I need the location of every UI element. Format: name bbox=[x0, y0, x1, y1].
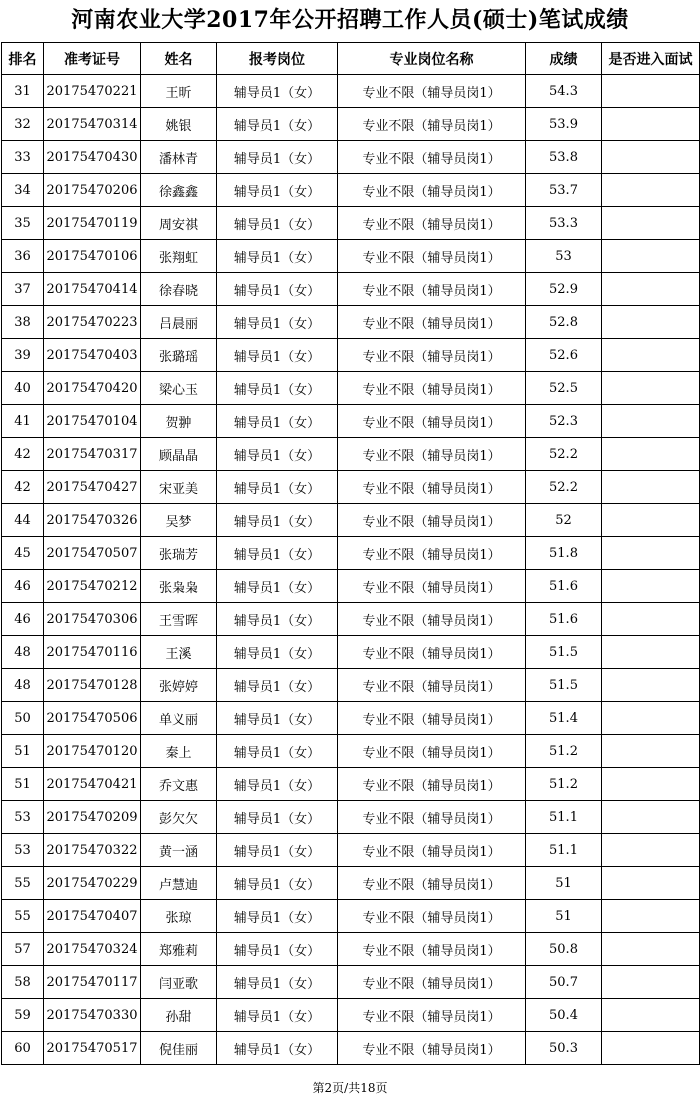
cell-rank: 48 bbox=[2, 669, 44, 702]
cell-score: 52.5 bbox=[526, 372, 602, 405]
cell-score: 51.2 bbox=[526, 735, 602, 768]
cell-rank: 57 bbox=[2, 933, 44, 966]
cell-score: 52 bbox=[526, 504, 602, 537]
cell-score: 51.6 bbox=[526, 603, 602, 636]
cell-field: 专业不限（辅导员岗1） bbox=[338, 900, 526, 933]
cell-field: 专业不限（辅导员岗1） bbox=[338, 669, 526, 702]
cell-field: 专业不限（辅导员岗1） bbox=[338, 603, 526, 636]
cell-exam-id: 20175470116 bbox=[44, 636, 141, 669]
header-score: 成绩 bbox=[526, 43, 602, 75]
cell-name: 潘林青 bbox=[141, 141, 217, 174]
cell-rank: 60 bbox=[2, 1032, 44, 1065]
cell-exam-id: 20175470430 bbox=[44, 141, 141, 174]
cell-post: 辅导员1（女） bbox=[217, 504, 338, 537]
cell-name: 闫亚歌 bbox=[141, 966, 217, 999]
cell-name: 梁心玉 bbox=[141, 372, 217, 405]
cell-rank: 51 bbox=[2, 768, 44, 801]
score-table bbox=[1, 42, 700, 1065]
cell-rank: 48 bbox=[2, 636, 44, 669]
table-row bbox=[2, 174, 700, 207]
cell-post: 辅导员1（女） bbox=[217, 834, 338, 867]
cell-field: 专业不限（辅导员岗1） bbox=[338, 306, 526, 339]
header-interview: 是否进入面试 bbox=[602, 43, 700, 75]
cell-field: 专业不限（辅导员岗1） bbox=[338, 867, 526, 900]
cell-score: 52.2 bbox=[526, 438, 602, 471]
cell-score: 51.1 bbox=[526, 801, 602, 834]
cell-post: 辅导员1（女） bbox=[217, 570, 338, 603]
cell-exam-id: 20175470414 bbox=[44, 273, 141, 306]
cell-rank: 37 bbox=[2, 273, 44, 306]
table-row bbox=[2, 702, 700, 735]
cell-exam-id: 20175470106 bbox=[44, 240, 141, 273]
cell-score: 51.4 bbox=[526, 702, 602, 735]
table-row bbox=[2, 405, 700, 438]
cell-interview bbox=[602, 735, 700, 768]
table-row bbox=[2, 570, 700, 603]
cell-interview bbox=[602, 669, 700, 702]
cell-interview bbox=[602, 834, 700, 867]
cell-post: 辅导员1（女） bbox=[217, 933, 338, 966]
table-row bbox=[2, 801, 700, 834]
table-row bbox=[2, 933, 700, 966]
cell-name: 乔文惠 bbox=[141, 768, 217, 801]
cell-rank: 36 bbox=[2, 240, 44, 273]
header-name: 姓名 bbox=[141, 43, 217, 75]
cell-interview bbox=[602, 405, 700, 438]
cell-post: 辅导员1（女） bbox=[217, 900, 338, 933]
cell-name: 王溪 bbox=[141, 636, 217, 669]
cell-interview bbox=[602, 966, 700, 999]
cell-post: 辅导员1（女） bbox=[217, 75, 338, 108]
cell-post: 辅导员1（女） bbox=[217, 207, 338, 240]
cell-field: 专业不限（辅导员岗1） bbox=[338, 768, 526, 801]
cell-exam-id: 20175470306 bbox=[44, 603, 141, 636]
table-row bbox=[2, 75, 700, 108]
cell-field: 专业不限（辅导员岗1） bbox=[338, 636, 526, 669]
cell-field: 专业不限（辅导员岗1） bbox=[338, 75, 526, 108]
cell-interview bbox=[602, 867, 700, 900]
cell-post: 辅导员1（女） bbox=[217, 141, 338, 174]
table-row bbox=[2, 306, 700, 339]
cell-post: 辅导员1（女） bbox=[217, 108, 338, 141]
cell-exam-id: 20175470223 bbox=[44, 306, 141, 339]
cell-field: 专业不限（辅导员岗1） bbox=[338, 273, 526, 306]
cell-field: 专业不限（辅导员岗1） bbox=[338, 999, 526, 1032]
table-row bbox=[2, 603, 700, 636]
cell-name: 张琼 bbox=[141, 900, 217, 933]
cell-score: 51.6 bbox=[526, 570, 602, 603]
cell-interview bbox=[602, 504, 700, 537]
cell-name: 顾晶晶 bbox=[141, 438, 217, 471]
table-row bbox=[2, 867, 700, 900]
cell-rank: 44 bbox=[2, 504, 44, 537]
cell-interview bbox=[602, 339, 700, 372]
cell-post: 辅导员1（女） bbox=[217, 405, 338, 438]
cell-rank: 39 bbox=[2, 339, 44, 372]
cell-name: 王昕 bbox=[141, 75, 217, 108]
cell-score: 53 bbox=[526, 240, 602, 273]
cell-interview bbox=[602, 702, 700, 735]
cell-field: 专业不限（辅导员岗1） bbox=[338, 405, 526, 438]
cell-name: 张瑞芳 bbox=[141, 537, 217, 570]
cell-post: 辅导员1（女） bbox=[217, 372, 338, 405]
cell-score: 51.5 bbox=[526, 636, 602, 669]
cell-post: 辅导员1（女） bbox=[217, 306, 338, 339]
cell-exam-id: 20175470517 bbox=[44, 1032, 141, 1065]
table-row bbox=[2, 471, 700, 504]
cell-post: 辅导员1（女） bbox=[217, 636, 338, 669]
cell-interview bbox=[602, 141, 700, 174]
cell-exam-id: 20175470104 bbox=[44, 405, 141, 438]
cell-post: 辅导员1（女） bbox=[217, 801, 338, 834]
cell-field: 专业不限（辅导员岗1） bbox=[338, 339, 526, 372]
table-row bbox=[2, 768, 700, 801]
table-row bbox=[2, 999, 700, 1032]
cell-field: 专业不限（辅导员岗1） bbox=[338, 240, 526, 273]
cell-name: 宋亚美 bbox=[141, 471, 217, 504]
cell-score: 52.6 bbox=[526, 339, 602, 372]
cell-post: 辅导员1（女） bbox=[217, 240, 338, 273]
cell-name: 黄一涵 bbox=[141, 834, 217, 867]
cell-field: 专业不限（辅导员岗1） bbox=[338, 966, 526, 999]
cell-interview bbox=[602, 108, 700, 141]
cell-exam-id: 20175470209 bbox=[44, 801, 141, 834]
cell-field: 专业不限（辅导员岗1） bbox=[338, 834, 526, 867]
cell-post: 辅导员1（女） bbox=[217, 735, 338, 768]
table-row bbox=[2, 108, 700, 141]
cell-field: 专业不限（辅导员岗1） bbox=[338, 108, 526, 141]
cell-post: 辅导员1（女） bbox=[217, 702, 338, 735]
cell-field: 专业不限（辅导员岗1） bbox=[338, 174, 526, 207]
cell-rank: 46 bbox=[2, 603, 44, 636]
cell-interview bbox=[602, 933, 700, 966]
cell-interview bbox=[602, 537, 700, 570]
cell-score: 50.7 bbox=[526, 966, 602, 999]
cell-interview bbox=[602, 636, 700, 669]
cell-rank: 51 bbox=[2, 735, 44, 768]
cell-field: 专业不限（辅导员岗1） bbox=[338, 570, 526, 603]
cell-post: 辅导员1（女） bbox=[217, 174, 338, 207]
cell-post: 辅导员1（女） bbox=[217, 273, 338, 306]
cell-field: 专业不限（辅导员岗1） bbox=[338, 372, 526, 405]
cell-name: 孙甜 bbox=[141, 999, 217, 1032]
cell-post: 辅导员1（女） bbox=[217, 471, 338, 504]
cell-name: 吴梦 bbox=[141, 504, 217, 537]
cell-name: 张璐瑶 bbox=[141, 339, 217, 372]
cell-post: 辅导员1（女） bbox=[217, 438, 338, 471]
table-row bbox=[2, 438, 700, 471]
cell-exam-id: 20175470317 bbox=[44, 438, 141, 471]
cell-field: 专业不限（辅导员岗1） bbox=[338, 471, 526, 504]
table-row bbox=[2, 372, 700, 405]
cell-score: 52.3 bbox=[526, 405, 602, 438]
cell-score: 51.8 bbox=[526, 537, 602, 570]
cell-score: 51.2 bbox=[526, 768, 602, 801]
header-post: 报考岗位 bbox=[217, 43, 338, 75]
cell-post: 辅导员1（女） bbox=[217, 603, 338, 636]
header-exam-id: 准考证号 bbox=[44, 43, 141, 75]
cell-exam-id: 20175470120 bbox=[44, 735, 141, 768]
cell-score: 52.2 bbox=[526, 471, 602, 504]
cell-exam-id: 20175470212 bbox=[44, 570, 141, 603]
cell-exam-id: 20175470314 bbox=[44, 108, 141, 141]
cell-name: 周安祺 bbox=[141, 207, 217, 240]
cell-rank: 53 bbox=[2, 834, 44, 867]
cell-name: 贺翀 bbox=[141, 405, 217, 438]
page-number: 第2页/共18页 bbox=[312, 1081, 388, 1095]
cell-name: 单义丽 bbox=[141, 702, 217, 735]
cell-field: 专业不限（辅导员岗1） bbox=[338, 504, 526, 537]
cell-name: 张枭枭 bbox=[141, 570, 217, 603]
cell-exam-id: 20175470403 bbox=[44, 339, 141, 372]
cell-interview bbox=[602, 801, 700, 834]
cell-exam-id: 20175470119 bbox=[44, 207, 141, 240]
table-row bbox=[2, 900, 700, 933]
cell-score: 51 bbox=[526, 867, 602, 900]
cell-score: 50.3 bbox=[526, 1032, 602, 1065]
cell-interview bbox=[602, 240, 700, 273]
cell-rank: 42 bbox=[2, 471, 44, 504]
cell-exam-id: 20175470420 bbox=[44, 372, 141, 405]
document-title: 河南农业大学2017年公开招聘工作人员(硕士)笔试成绩 bbox=[71, 7, 629, 33]
table-row bbox=[2, 273, 700, 306]
cell-exam-id: 20175470421 bbox=[44, 768, 141, 801]
cell-score: 51 bbox=[526, 900, 602, 933]
cell-score: 53.7 bbox=[526, 174, 602, 207]
cell-field: 专业不限（辅导员岗1） bbox=[338, 537, 526, 570]
cell-name: 姚银 bbox=[141, 108, 217, 141]
cell-name: 卢慧迪 bbox=[141, 867, 217, 900]
table-row bbox=[2, 240, 700, 273]
cell-interview bbox=[602, 900, 700, 933]
cell-rank: 50 bbox=[2, 702, 44, 735]
cell-exam-id: 20175470206 bbox=[44, 174, 141, 207]
cell-name: 张翔虹 bbox=[141, 240, 217, 273]
cell-interview bbox=[602, 768, 700, 801]
cell-exam-id: 20175470330 bbox=[44, 999, 141, 1032]
cell-post: 辅导员1（女） bbox=[217, 339, 338, 372]
cell-score: 51.1 bbox=[526, 834, 602, 867]
cell-name: 秦上 bbox=[141, 735, 217, 768]
cell-rank: 35 bbox=[2, 207, 44, 240]
cell-rank: 45 bbox=[2, 537, 44, 570]
cell-field: 专业不限（辅导员岗1） bbox=[338, 933, 526, 966]
cell-exam-id: 20175470117 bbox=[44, 966, 141, 999]
cell-post: 辅导员1（女） bbox=[217, 1032, 338, 1065]
cell-rank: 58 bbox=[2, 966, 44, 999]
cell-rank: 59 bbox=[2, 999, 44, 1032]
cell-rank: 46 bbox=[2, 570, 44, 603]
cell-name: 郑雅莉 bbox=[141, 933, 217, 966]
cell-score: 50.8 bbox=[526, 933, 602, 966]
cell-name: 王雪晖 bbox=[141, 603, 217, 636]
cell-name: 徐春晓 bbox=[141, 273, 217, 306]
table-row bbox=[2, 537, 700, 570]
cell-interview bbox=[602, 75, 700, 108]
cell-field: 专业不限（辅导员岗1） bbox=[338, 1032, 526, 1065]
cell-score: 53.9 bbox=[526, 108, 602, 141]
cell-interview bbox=[602, 306, 700, 339]
table-row bbox=[2, 141, 700, 174]
cell-post: 辅导员1（女） bbox=[217, 768, 338, 801]
cell-field: 专业不限（辅导员岗1） bbox=[338, 438, 526, 471]
cell-score: 51.5 bbox=[526, 669, 602, 702]
cell-exam-id: 20175470324 bbox=[44, 933, 141, 966]
cell-interview bbox=[602, 1032, 700, 1065]
cell-rank: 53 bbox=[2, 801, 44, 834]
cell-interview bbox=[602, 570, 700, 603]
header-row bbox=[2, 43, 700, 75]
cell-field: 专业不限（辅导员岗1） bbox=[338, 141, 526, 174]
cell-name: 徐鑫鑫 bbox=[141, 174, 217, 207]
cell-rank: 42 bbox=[2, 438, 44, 471]
cell-post: 辅导员1（女） bbox=[217, 537, 338, 570]
table-row bbox=[2, 636, 700, 669]
cell-score: 53.8 bbox=[526, 141, 602, 174]
cell-score: 52.9 bbox=[526, 273, 602, 306]
cell-score: 50.4 bbox=[526, 999, 602, 1032]
cell-interview bbox=[602, 207, 700, 240]
cell-exam-id: 20175470326 bbox=[44, 504, 141, 537]
cell-rank: 32 bbox=[2, 108, 44, 141]
cell-field: 专业不限（辅导员岗1） bbox=[338, 801, 526, 834]
cell-name: 张婷婷 bbox=[141, 669, 217, 702]
cell-exam-id: 20175470229 bbox=[44, 867, 141, 900]
cell-field: 专业不限（辅导员岗1） bbox=[338, 735, 526, 768]
cell-interview bbox=[602, 603, 700, 636]
header-field: 专业岗位名称 bbox=[338, 43, 526, 75]
table-row bbox=[2, 735, 700, 768]
cell-exam-id: 20175470322 bbox=[44, 834, 141, 867]
cell-post: 辅导员1（女） bbox=[217, 867, 338, 900]
cell-name: 吕晨丽 bbox=[141, 306, 217, 339]
cell-rank: 40 bbox=[2, 372, 44, 405]
cell-rank: 55 bbox=[2, 867, 44, 900]
cell-exam-id: 20175470506 bbox=[44, 702, 141, 735]
cell-name: 彭欠欠 bbox=[141, 801, 217, 834]
cell-interview bbox=[602, 273, 700, 306]
cell-score: 54.3 bbox=[526, 75, 602, 108]
cell-score: 53.3 bbox=[526, 207, 602, 240]
cell-post: 辅导员1（女） bbox=[217, 999, 338, 1032]
cell-interview bbox=[602, 999, 700, 1032]
cell-field: 专业不限（辅导员岗1） bbox=[338, 702, 526, 735]
table-row bbox=[2, 339, 700, 372]
cell-rank: 41 bbox=[2, 405, 44, 438]
cell-exam-id: 20175470221 bbox=[44, 75, 141, 108]
cell-post: 辅导员1（女） bbox=[217, 966, 338, 999]
cell-exam-id: 20175470427 bbox=[44, 471, 141, 504]
table-row bbox=[2, 966, 700, 999]
cell-rank: 55 bbox=[2, 900, 44, 933]
cell-post: 辅导员1（女） bbox=[217, 669, 338, 702]
cell-rank: 34 bbox=[2, 174, 44, 207]
table-row bbox=[2, 207, 700, 240]
cell-exam-id: 20175470507 bbox=[44, 537, 141, 570]
cell-name: 倪佳丽 bbox=[141, 1032, 217, 1065]
cell-interview bbox=[602, 372, 700, 405]
table-row bbox=[2, 834, 700, 867]
cell-rank: 33 bbox=[2, 141, 44, 174]
header-rank: 排名 bbox=[2, 43, 44, 75]
table-row bbox=[2, 669, 700, 702]
cell-interview bbox=[602, 471, 700, 504]
table-row bbox=[2, 1032, 700, 1065]
cell-interview bbox=[602, 174, 700, 207]
cell-field: 专业不限（辅导员岗1） bbox=[338, 207, 526, 240]
cell-exam-id: 20175470128 bbox=[44, 669, 141, 702]
cell-interview bbox=[602, 438, 700, 471]
cell-exam-id: 20175470407 bbox=[44, 900, 141, 933]
table-row bbox=[2, 504, 700, 537]
cell-rank: 38 bbox=[2, 306, 44, 339]
cell-score: 52.8 bbox=[526, 306, 602, 339]
cell-rank: 31 bbox=[2, 75, 44, 108]
